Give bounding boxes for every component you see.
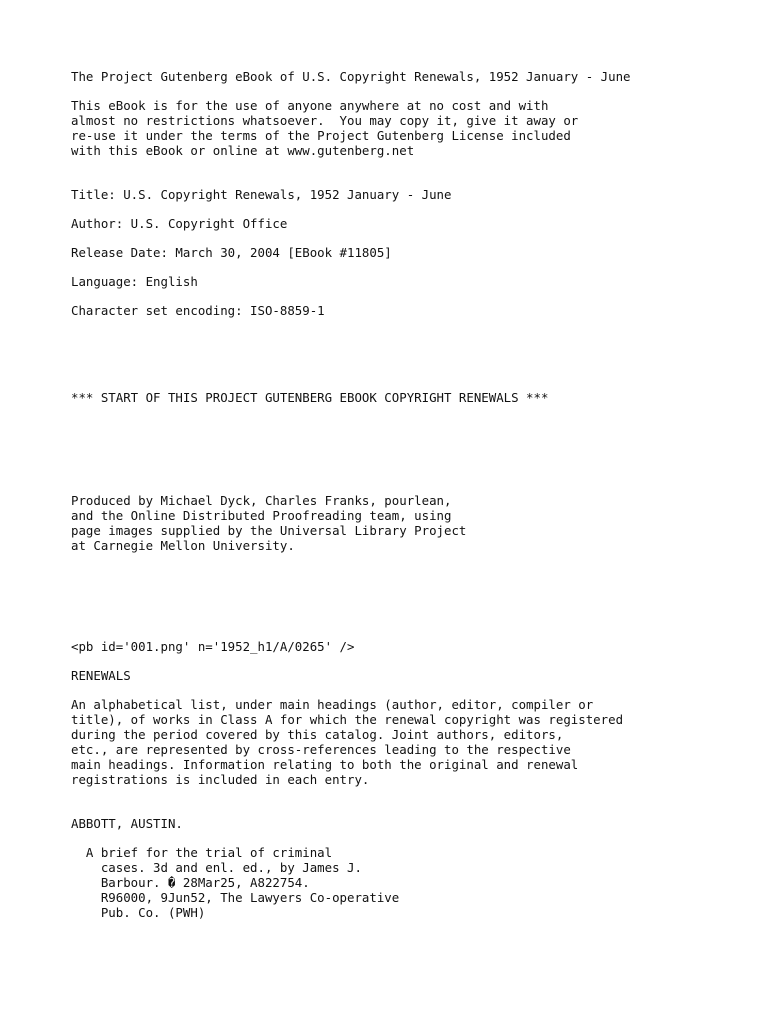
meta-title: Title: U.S. Copyright Renewals, 1952 January - June [71, 187, 452, 202]
entry-heading: ABBOTT, AUSTIN. [71, 816, 183, 831]
meta-release-date: Release Date: March 30, 2004 [EBook #11805] [71, 245, 392, 260]
start-marker: *** START OF THIS PROJECT GUTENBERG EBOOK COPYRIGHT RENEWALS *** [71, 390, 549, 405]
intro-line: during the period covered by this catalog. Joint authors, editors, [71, 727, 564, 742]
ebook-title-line: The Project Gutenberg eBook of U.S. Copyright Renewals, 1952 January - June [71, 69, 631, 84]
intro-line: registrations is included in each entry. [71, 772, 370, 787]
license-line: almost no restrictions whatsoever. You may copy it, give it away or [71, 113, 579, 128]
entry-line: A brief for the trial of criminal [71, 845, 333, 860]
entry-line: R96000, 9Jun52, The Lawyers Co-operative [71, 890, 400, 905]
intro-line: etc., are represented by cross-references leading to the respective [71, 742, 571, 757]
license-line: This eBook is for the use of anyone anywhere at no cost and with [71, 98, 549, 113]
credits-line: at Carnegie Mellon University. [71, 538, 295, 553]
credits-line: page images supplied by the Universal Library Project [71, 523, 467, 538]
section-heading: RENEWALS [71, 668, 131, 683]
entry-line: cases. 3d and enl. ed., by James J. [71, 860, 362, 875]
license-line: re-use it under the terms of the Project Gutenberg License included [71, 128, 571, 143]
meta-author: Author: U.S. Copyright Office [71, 216, 288, 231]
meta-encoding: Character set encoding: ISO-8859-1 [71, 303, 325, 318]
intro-line: title), of works in Class A for which the renewal copyright was registered [71, 712, 624, 727]
page-break-tag: <pb id='001.png' n='1952_h1/A/0265' /> [71, 639, 355, 654]
intro-line: An alphabetical list, under main headings (author, editor, compiler or [71, 697, 594, 712]
entry-line: Pub. Co. (PWH) [71, 905, 206, 920]
license-line: with this eBook or online at www.gutenberg.net [71, 143, 415, 158]
credits-line: Produced by Michael Dyck, Charles Franks, pourlean, [71, 493, 452, 508]
intro-line: main headings. Information relating to both the original and renewal [71, 757, 579, 772]
credits-line: and the Online Distributed Proofreading team, using [71, 508, 452, 523]
meta-language: Language: English [71, 274, 198, 289]
entry-line: Barbour. � 28Mar25, A822754. [71, 875, 310, 890]
